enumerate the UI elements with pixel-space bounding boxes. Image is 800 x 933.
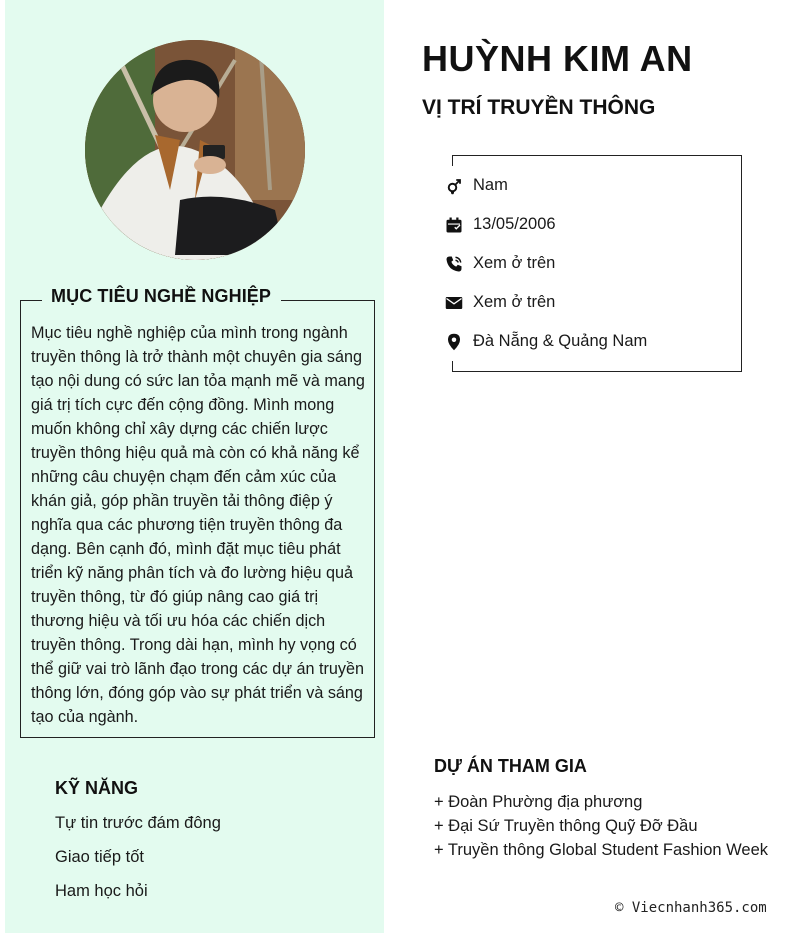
contact-item-location	[445, 322, 653, 361]
profile-photo	[85, 40, 305, 260]
contact-item-phone	[445, 244, 653, 283]
project-item: + Đoàn Phường địa phương	[434, 793, 643, 811]
contact-item-email	[445, 283, 653, 322]
candidate-name: HUỲNH KIM AN	[422, 38, 693, 79]
location-icon	[445, 333, 463, 351]
projects-title: DỰ ÁN THAM GIA	[434, 756, 587, 776]
skill-item: Tự tin trước đám đông	[55, 814, 221, 832]
skill-item: Giao tiếp tốt	[55, 848, 144, 866]
project-item: + Truyền thông Global Student Fashion Week	[434, 841, 769, 859]
email-icon	[445, 294, 463, 312]
contact-location: Đà Nẵng & Quảng Nam	[473, 332, 648, 350]
contact-gender: Nam	[473, 176, 508, 194]
contact-item-gender	[445, 166, 653, 205]
phone-icon	[445, 255, 463, 273]
objective-text: Mục tiêu nghề nghiệp của mình trong ngành truyền thông là trở thành một chuyên gia sáng tạo nội dung có sức lan tỏa mạnh mẽ và mang giá trị tích cực đến cộng đồng. Mình mong muốn không chỉ xây dựng các chiến lược truyền thông hiệu quả mà còn có khả năng kể những câu chuyện chạm đến cảm xúc của khán giả, góp phần truyền tải thông điệp ý nghĩa qua các phương tiện truyền thông đa dạng. Bên cạnh đó, mình đặt mục tiêu phát triển kỹ năng phân tích và đo lường hiệu quả truyền thông, từ đó giúp nâng cao giá trị thương hiệu và tối ưu hóa các chiến dịch truyền thông. Trong dài hạn, mình hy vọng có thể giữ vai trò lãnh đạo trong các dự án truyền thông lớn, đóng góp vào sự phát triển và sáng tạo của ngành.	[31, 324, 365, 726]
skills-list	[55, 812, 221, 914]
contact-phone: Xem ở trên	[473, 254, 556, 272]
contact-email: Xem ở trên	[473, 293, 556, 311]
footer-credit: © Viecnhanh365.com	[615, 900, 767, 916]
gender-icon	[445, 177, 463, 195]
contact-birthday: 13/05/2006	[473, 215, 556, 233]
calendar-icon	[445, 216, 463, 234]
contact-item-birthday	[445, 205, 653, 244]
candidate-position: VỊ TRÍ TRUYỀN THÔNG	[422, 96, 656, 119]
contact-list	[445, 166, 653, 361]
projects-list	[434, 791, 768, 863]
objective-title: MỤC TIÊU NGHỀ NGHIỆP	[42, 286, 281, 307]
project-item: + Đại Sứ Truyền thông Quỹ Đỡ Đầu	[434, 817, 698, 835]
skills-title: KỸ NĂNG	[55, 778, 139, 798]
profile-photo-illustration	[85, 40, 305, 260]
skill-item: Ham học hỏi	[55, 882, 148, 900]
